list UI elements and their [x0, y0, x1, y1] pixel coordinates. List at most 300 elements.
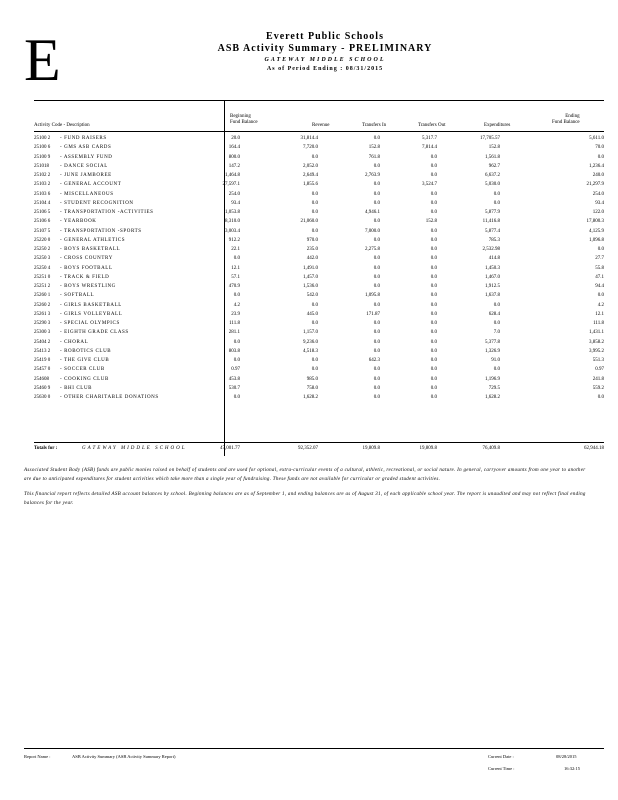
expenditures: 0.0 — [493, 200, 500, 206]
transfers-in: 0.0 — [373, 256, 380, 262]
transfers-in: 0.0 — [373, 376, 380, 382]
report-name-label: Report Name : — [24, 754, 51, 759]
transfers-out: 0.0 — [430, 154, 437, 160]
expenditures: 729.5 — [488, 385, 500, 391]
expenditures: 152.8 — [488, 145, 500, 151]
beginning-balance: 93.4 — [231, 200, 240, 206]
beginning-balance: 27,597.1 — [222, 182, 240, 188]
transfers-out: 0.0 — [430, 247, 437, 252]
revenue: 0.0 — [311, 367, 318, 373]
ending-balance: 93.4 — [595, 200, 604, 206]
revenue: 1,536.0 — [303, 284, 318, 289]
activity-description: - EIGHTH GRADE CLASS — [60, 330, 129, 336]
totals-ending: 62,944.18 — [584, 446, 604, 451]
transfers-in: 0.0 — [373, 302, 380, 308]
col-header-transfers-in: Transfers In — [362, 123, 387, 128]
activity-description: - TRANSPORTATION -SPORTS — [60, 228, 142, 234]
totals-school: GATEWAY MIDDLE SCHOOL — [82, 446, 187, 451]
activity-code: 25104 4 — [34, 200, 51, 206]
expenditures: 5,377.8 — [485, 339, 500, 345]
revenue: 0.0 — [311, 210, 318, 215]
ending-balance: 0.0 — [597, 154, 604, 160]
activity-description: - TRANSPORTATION -ACTIVITIES — [60, 210, 154, 215]
ending-balance: 3,858.2 — [589, 339, 604, 345]
transfers-in: 0.0 — [373, 200, 380, 206]
expenditures: 91.0 — [491, 358, 500, 363]
ending-balance: 12.1 — [595, 311, 604, 317]
transfers-out: 0.0 — [430, 284, 437, 289]
beginning-balance: 0.0 — [233, 256, 240, 262]
table-row — [34, 328, 604, 337]
transfers-in: 0.0 — [373, 284, 380, 289]
transfers-out: 0.0 — [430, 311, 437, 317]
revenue: 2,649.4 — [303, 173, 318, 178]
revenue: 0.0 — [311, 154, 318, 160]
activity-code: 25457 0 — [34, 367, 51, 373]
transfers-in: 0.0 — [373, 395, 380, 400]
col-header-expenditures: Expenditures — [484, 123, 511, 128]
transfers-out: 0.0 — [430, 302, 437, 308]
expenditures: 1,637.8 — [485, 293, 500, 299]
expenditures: 6,637.2 — [485, 173, 500, 178]
current-date-value: 08/28/2015 — [556, 754, 577, 759]
expenditures: 962.7 — [488, 163, 500, 169]
beginning-balance: 0.0 — [233, 293, 240, 299]
beginning-balance: 470.9 — [228, 284, 240, 289]
transfers-out: 0.0 — [430, 191, 437, 197]
transfers-out: 0.0 — [430, 237, 437, 243]
revenue: 442.0 — [306, 256, 318, 262]
activity-code: 25290 3 — [34, 321, 51, 326]
expenditures: 7.0 — [493, 330, 500, 336]
expenditures: 5,877.4 — [485, 228, 500, 234]
transfers-in: 0.0 — [373, 182, 380, 188]
col-header-ending — [552, 114, 580, 126]
table-row — [34, 365, 604, 374]
transfers-in: 642.3 — [368, 358, 380, 363]
report-name-value: ASB Activity Summary (ASB Activity Summary Report) — [72, 754, 176, 759]
activity-code: 25260 1 — [34, 293, 51, 299]
table-row — [34, 190, 604, 199]
ending-balance: 559.2 — [592, 385, 604, 391]
revenue: 1,628.2 — [303, 395, 318, 400]
beginning-balance: 281.1 — [228, 330, 240, 336]
activity-description: - JUNE JAMBOREE — [60, 173, 112, 178]
expenditures: 1,450.3 — [485, 265, 500, 271]
col-header-beginning-line1: Beginning — [230, 114, 251, 119]
beginning-balance: 0.0 — [233, 395, 240, 400]
revenue: 445.0 — [306, 311, 318, 317]
beginning-balance: 0.0 — [233, 358, 240, 363]
ending-balance: 47.1 — [595, 274, 604, 280]
ending-balance: 70.0 — [595, 145, 604, 151]
ending-balance: 0.0 — [597, 293, 604, 299]
current-date-label: Current Date : — [488, 754, 514, 759]
activity-description: - BOYS WRESTLING — [60, 284, 116, 289]
revenue: 21,060.0 — [300, 219, 318, 225]
table-row — [34, 338, 604, 347]
beginning-balance: 12.1 — [231, 265, 240, 271]
transfers-in: 761.8 — [368, 154, 380, 160]
table-row — [34, 384, 604, 393]
col-header-transfers-out: Transfers Out — [418, 123, 446, 128]
col-header-beginning-line2: Fund Balance — [230, 120, 258, 125]
ending-balance: 94.4 — [595, 284, 604, 289]
beginning-balance: 164.4 — [228, 145, 240, 151]
table-row — [34, 291, 604, 300]
beginning-balance: 0.0 — [233, 339, 240, 345]
activity-description: - SPECIAL OLYMPICS — [60, 321, 120, 326]
header-top-rule — [34, 100, 604, 101]
revenue: 542.0 — [306, 293, 318, 299]
activity-code: 25261 3 — [34, 311, 51, 317]
beginning-balance: 3,003.4 — [225, 228, 240, 234]
transfers-in: 171.87 — [366, 311, 380, 317]
table-row — [34, 134, 604, 143]
activity-code: 25100 6 — [34, 145, 51, 151]
expenditures: 5,877.9 — [485, 210, 500, 215]
beginning-balance: 22.1 — [231, 247, 240, 252]
transfers-in: 0.0 — [373, 163, 380, 169]
transfers-out: 0.0 — [430, 293, 437, 299]
activity-code: 25220 0 — [34, 237, 51, 243]
transfers-in: 4,946.1 — [365, 210, 380, 215]
activity-code: 25419 0 — [34, 358, 51, 363]
beginning-balance: 23.9 — [231, 311, 240, 317]
activity-description: - BOYS BASKETBALL — [60, 247, 121, 252]
activity-code: 25630 0 — [34, 395, 51, 400]
footer-rule — [24, 748, 604, 749]
revenue: 2,052.0 — [303, 163, 318, 169]
ending-balance: 241.8 — [592, 376, 604, 382]
beginning-balance: 453.8 — [228, 376, 240, 382]
expenditures: 1,467.0 — [485, 274, 500, 280]
activity-description: - OTHER CHARITABLE DONATIONS — [60, 395, 159, 400]
revenue: 0.0 — [311, 228, 318, 234]
note-report-description: This financial report reflects detailed ASB account balances by school. Beginning balances are as of September 1, and ending balances are as of August 31, of each applicable school year. The report is unaudited and may not reflect final ending balances for the year. — [24, 492, 586, 506]
activity-code: 25106 5 — [34, 210, 51, 215]
activity-code: 25251 0 — [34, 274, 51, 280]
transfers-out: 0.0 — [430, 274, 437, 280]
transfers-in: 0.0 — [373, 191, 380, 197]
ending-balance: 254.0 — [592, 191, 604, 197]
revenue: 758.0 — [306, 385, 318, 391]
transfers-out: 0.0 — [430, 376, 437, 382]
activity-description: - DANCE SOCIAL — [60, 163, 108, 169]
ending-balance: 0.0 — [597, 247, 604, 252]
expenditures: 5,030.0 — [485, 182, 500, 188]
ending-balance: 122.0 — [592, 210, 604, 215]
beginning-balance: 147.2 — [228, 163, 240, 169]
transfers-in: 0.0 — [373, 265, 380, 271]
header-bottom-rule — [34, 131, 604, 132]
table-row — [34, 273, 604, 282]
revenue: 31,814.4 — [300, 136, 318, 141]
activity-code: 25103 2 — [34, 182, 51, 188]
activity-description: - BHI CLUB — [60, 385, 93, 391]
activity-description: - ASSEMBLY FUND — [60, 154, 113, 160]
activity-code: 251018 — [34, 163, 49, 169]
report-notes — [24, 466, 594, 514]
beginning-balance: 4.2 — [233, 302, 240, 308]
expenditures: 414.8 — [488, 256, 500, 262]
transfers-in: 0.0 — [373, 136, 380, 141]
beginning-balance: 1,464.8 — [225, 173, 240, 178]
beginning-balance: 254.0 — [228, 191, 240, 197]
ending-balance: 1,236.4 — [589, 163, 604, 169]
transfers-out: 3,524.7 — [422, 182, 437, 188]
table-row — [34, 347, 604, 356]
activity-description: - SOCCER CLUB — [60, 367, 105, 373]
activity-code: 25460 9 — [34, 385, 51, 391]
activity-code: 25107 5 — [34, 228, 51, 234]
district-name: Everett Public Schools — [266, 31, 384, 42]
col-header-code-desc: Activity Code - Description — [34, 123, 90, 128]
ending-balance: 5,611.0 — [589, 136, 604, 141]
transfers-in: 0.0 — [373, 367, 380, 373]
transfers-out: 0.0 — [430, 173, 437, 178]
totals-expenditures: 76,409.8 — [482, 446, 500, 451]
transfers-out: 152.8 — [425, 219, 437, 225]
activity-table — [34, 134, 604, 402]
table-row — [34, 171, 604, 180]
ending-balance: 240.0 — [592, 173, 604, 178]
activity-code: 25250 2 — [34, 247, 51, 252]
expenditures: 1,912.5 — [485, 284, 500, 289]
revenue: 0.0 — [311, 200, 318, 206]
transfers-out: 0.0 — [430, 321, 437, 326]
col-header-ending-line2: Fund Balance — [552, 120, 580, 125]
totals-transfers-in: 19,809.8 — [362, 446, 380, 451]
activity-description: - ROBOTICS CLUB — [60, 348, 112, 354]
transfers-out: 0.0 — [430, 367, 437, 373]
totals-row — [34, 444, 604, 453]
activity-code: 25100 2 — [34, 136, 51, 141]
table-row — [34, 208, 604, 217]
totals-revenue: 92,352.07 — [298, 446, 318, 451]
activity-description: - COOKING CLUB — [60, 376, 109, 382]
ending-balance: 4.2 — [597, 302, 604, 308]
table-row — [34, 199, 604, 208]
expenditures: 1,628.2 — [485, 395, 500, 400]
expenditures: 0.0 — [493, 321, 500, 326]
activity-description: - TRACK & FIELD — [60, 274, 110, 280]
activity-description: - STUDENT RECOGNITION — [60, 200, 134, 206]
table-row — [34, 180, 604, 189]
table-row — [34, 264, 604, 273]
transfers-in: 152.8 — [368, 145, 380, 151]
report-header — [200, 31, 450, 72]
ending-balance: 17,800.3 — [586, 219, 604, 225]
transfers-in: 2,763.9 — [365, 173, 380, 178]
activity-description: - YEARBOOK — [60, 219, 97, 225]
table-row — [34, 162, 604, 171]
beginning-balance: 803.8 — [228, 348, 240, 354]
revenue: 4,518.3 — [303, 348, 318, 354]
table-row — [34, 236, 604, 245]
table-row — [34, 310, 604, 319]
beginning-balance: 1,053.8 — [225, 210, 240, 215]
beginning-balance: 8,310.0 — [225, 219, 240, 225]
school-name: GATEWAY MIDDLE SCHOOL — [264, 57, 386, 63]
table-row — [34, 375, 604, 384]
transfers-out: 0.0 — [430, 200, 437, 206]
note-asb-description: Associated Student Body (ASB) funds are public monies raised on behalf of students and are used for optional, extra-curricular events of a cultural, athletic, recreational, or social nature. In general, carryover amounts from one year to another are due to anticipated expenditures for student activities which take more than a single year of fundraising. These funds are not available for curricular or graded student activities. — [24, 468, 586, 482]
table-row — [34, 227, 604, 236]
table-row — [34, 217, 604, 226]
ending-balance: 4,125.9 — [589, 228, 604, 234]
ending-balance: 21,297.9 — [586, 182, 604, 188]
table-row — [34, 393, 604, 402]
activity-code: 25100 9 — [34, 154, 51, 160]
activity-code: 25300 3 — [34, 330, 51, 336]
revenue: 7,720.0 — [303, 145, 318, 151]
table-row — [34, 282, 604, 291]
expenditures: 1,196.9 — [485, 376, 500, 382]
beginning-balance: 912.2 — [228, 237, 240, 243]
ending-balance: 0.97 — [595, 367, 604, 373]
transfers-out: 0.0 — [430, 256, 437, 262]
expenditures: 2,532.98 — [482, 247, 500, 252]
activity-code: 25250 3 — [34, 256, 51, 262]
transfers-in: 0.0 — [373, 219, 380, 225]
revenue: 985.0 — [306, 376, 318, 382]
revenue: 9,236.0 — [303, 339, 318, 345]
col-header-beginning — [230, 114, 258, 126]
activity-description: - GENERAL ATHLETICS — [60, 237, 126, 243]
activity-description: - GIRLS BASKETBALL — [60, 302, 122, 308]
ending-balance: 1,096.8 — [589, 237, 604, 243]
ending-balance: 1,431.1 — [589, 330, 604, 336]
district-logo-letter: E — [24, 27, 61, 93]
revenue: 1,457.0 — [303, 274, 318, 280]
transfers-in: 7,000.0 — [365, 228, 380, 234]
transfers-in: 0.0 — [373, 274, 380, 280]
activity-code: 25404 2 — [34, 339, 51, 345]
expenditures: 11,416.8 — [482, 219, 500, 225]
transfers-out: 7,814.4 — [422, 145, 437, 151]
beginning-balance: 800.0 — [228, 154, 240, 160]
ending-balance: 3,995.2 — [589, 348, 604, 354]
activity-code: 25260 2 — [34, 302, 51, 308]
table-row — [34, 153, 604, 162]
transfers-out: 0.0 — [430, 348, 437, 354]
revenue: 235.0 — [306, 247, 318, 252]
ending-balance: 0.0 — [597, 395, 604, 400]
activity-code: 25106 6 — [34, 219, 51, 225]
transfers-in: 0.0 — [373, 237, 380, 243]
activity-description: - GMS ASB CARDS — [60, 145, 112, 151]
activity-description: - CROSS COUNTRY — [60, 256, 113, 262]
expenditures: 0.0 — [493, 302, 500, 308]
revenue: 970.0 — [306, 237, 318, 243]
expenditures: 1,561.8 — [485, 154, 500, 160]
revenue: 1,491.0 — [303, 265, 318, 271]
current-time-value: 16:32:15 — [564, 766, 581, 771]
transfers-out: 0.0 — [430, 339, 437, 345]
expenditures: 0.0 — [493, 191, 500, 197]
activity-description: - GENERAL ACCOUNT — [60, 182, 122, 188]
report-title: ASB Activity Summary - PRELIMINARY — [217, 43, 433, 54]
activity-description: - GIRLS VOLLEYBALL — [60, 311, 123, 317]
transfers-in: 0.0 — [373, 321, 380, 326]
activity-code: 25102 2 — [34, 173, 51, 178]
transfers-in: 1,095.8 — [365, 293, 380, 299]
activity-code: 254608 — [34, 376, 49, 382]
revenue: 0.0 — [311, 321, 318, 326]
transfers-out: 0.0 — [430, 163, 437, 169]
revenue: 0.0 — [311, 358, 318, 363]
totals-rule — [34, 442, 604, 443]
table-row — [34, 319, 604, 328]
transfers-out: 0.0 — [430, 265, 437, 271]
activity-code: 25413 2 — [34, 348, 51, 354]
table-row — [34, 356, 604, 365]
expenditures: 17,705.57 — [480, 136, 500, 141]
totals-transfers-out: 19,809.8 — [419, 446, 437, 451]
transfers-out: 0.0 — [430, 228, 437, 234]
expenditures: 0.0 — [493, 367, 500, 373]
transfers-out: 0.0 — [430, 210, 437, 215]
activity-description: - CHORAL — [60, 339, 89, 345]
table-row — [34, 143, 604, 152]
activity-description: - MISCELLANEOUS — [60, 191, 114, 197]
beginning-balance: 530.7 — [228, 385, 240, 391]
revenue: 0.0 — [311, 191, 318, 197]
expenditures: 785.3 — [488, 237, 500, 243]
transfers-in: 0.0 — [373, 348, 380, 354]
revenue: 1,157.0 — [303, 330, 318, 336]
expenditures: 1,326.9 — [485, 348, 500, 354]
activity-description: - SOFTBALL — [60, 293, 95, 299]
ending-balance: 111.8 — [593, 321, 604, 326]
totals-beginning: 47,001.77 — [220, 446, 240, 451]
transfers-out: 0.0 — [430, 358, 437, 363]
table-row — [34, 254, 604, 263]
transfers-out: 0.0 — [430, 395, 437, 400]
ending-balance: 55.8 — [595, 265, 604, 271]
ending-balance: 551.3 — [592, 358, 604, 363]
activity-code: 25250 4 — [34, 265, 51, 271]
activity-code: 25251 2 — [34, 284, 51, 289]
transfers-out: 0.0 — [430, 330, 437, 336]
ending-balance: 27.7 — [595, 256, 604, 262]
beginning-balance: 57.1 — [231, 274, 240, 280]
transfers-out: 5,317.7 — [422, 136, 437, 141]
revenue: 1,855.6 — [303, 182, 318, 188]
activity-description: - BOYS FOOTBALL — [60, 265, 113, 271]
revenue: 0.0 — [311, 302, 318, 308]
beginning-balance: 0.97 — [231, 367, 240, 373]
expenditures: 628.4 — [488, 311, 500, 317]
activity-description: - FUND RAISERS — [60, 136, 107, 141]
table-row — [34, 301, 604, 310]
transfers-in: 0.0 — [373, 385, 380, 391]
current-time-label: Current Time : — [488, 766, 515, 771]
period-ending: As of Period Ending : 08/31/2015 — [266, 66, 384, 72]
col-header-revenue: Revenue — [312, 123, 330, 128]
transfers-in: 0.0 — [373, 330, 380, 336]
activity-code: 25103 6 — [34, 191, 51, 197]
beginning-balance: 20.0 — [231, 136, 240, 141]
transfers-in: 2,275.8 — [365, 247, 380, 252]
col-header-ending-line1: Ending — [565, 114, 580, 119]
activity-description: - THE GIVE CLUB — [60, 358, 110, 363]
totals-label: Totals for : — [34, 446, 58, 451]
transfers-out: 0.0 — [430, 385, 437, 391]
table-row — [34, 245, 604, 254]
beginning-balance: 111.8 — [229, 321, 240, 326]
